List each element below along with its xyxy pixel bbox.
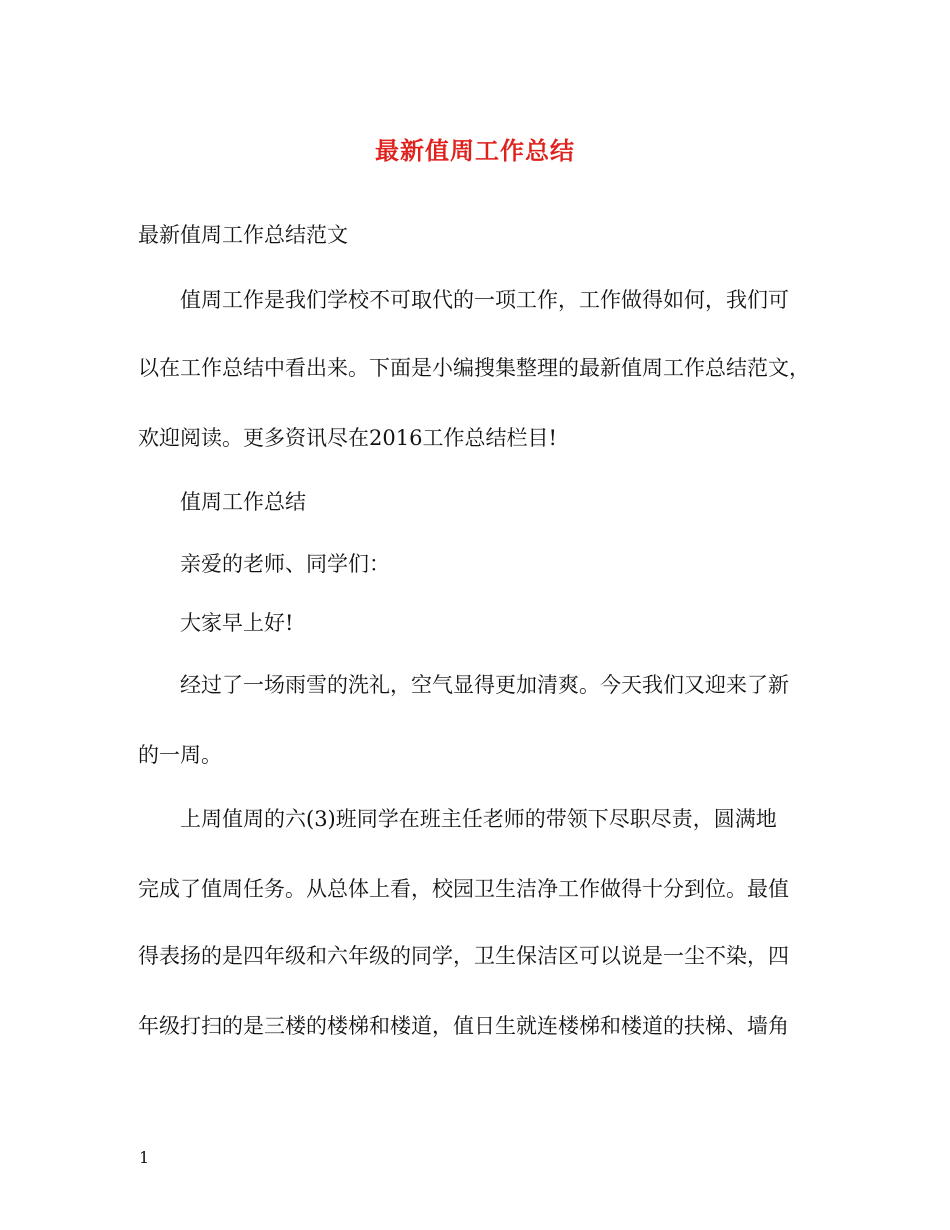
paragraph-line: 欢迎阅读。更多资讯尽在2016工作总结栏目! (138, 426, 557, 450)
section-heading: 值周工作总结 (180, 490, 306, 514)
salutation-line: 亲爱的老师、同学们： (180, 552, 390, 576)
page-number: 1 (139, 1148, 150, 1167)
paragraph-line: 完成了值周任务。从总体上看，校园卫生洁净工作做得十分到位。最值 (138, 877, 789, 901)
paragraph-line: 值周工作是我们学校不可取代的一项工作，工作做得如何，我们可 (180, 288, 789, 312)
paragraph-line: 以在工作总结中看出来。下面是小编搜集整理的最新值周工作总结范文， (138, 356, 810, 380)
document-title: 最新值周工作总结 (375, 136, 575, 165)
paragraph-line: 年级打扫的是三楼的楼梯和楼道，值日生就连楼梯和楼道的扶梯、墙角 (138, 1014, 789, 1038)
paragraph-line: 上周值周的六(3)班同学在班主任老师的带领下尽职尽责，圆满地 (180, 807, 777, 831)
paragraph-line: 得表扬的是四年级和六年级的同学，卫生保洁区可以说是一尘不染，四 (138, 944, 789, 968)
subtitle-line: 最新值周工作总结范文 (138, 223, 348, 247)
paragraph-line: 经过了一场雨雪的洗礼，空气显得更加清爽。今天我们又迎来了新 (180, 673, 789, 697)
greeting-line: 大家早上好! (180, 611, 294, 635)
paragraph-line: 的一周。 (138, 743, 222, 767)
